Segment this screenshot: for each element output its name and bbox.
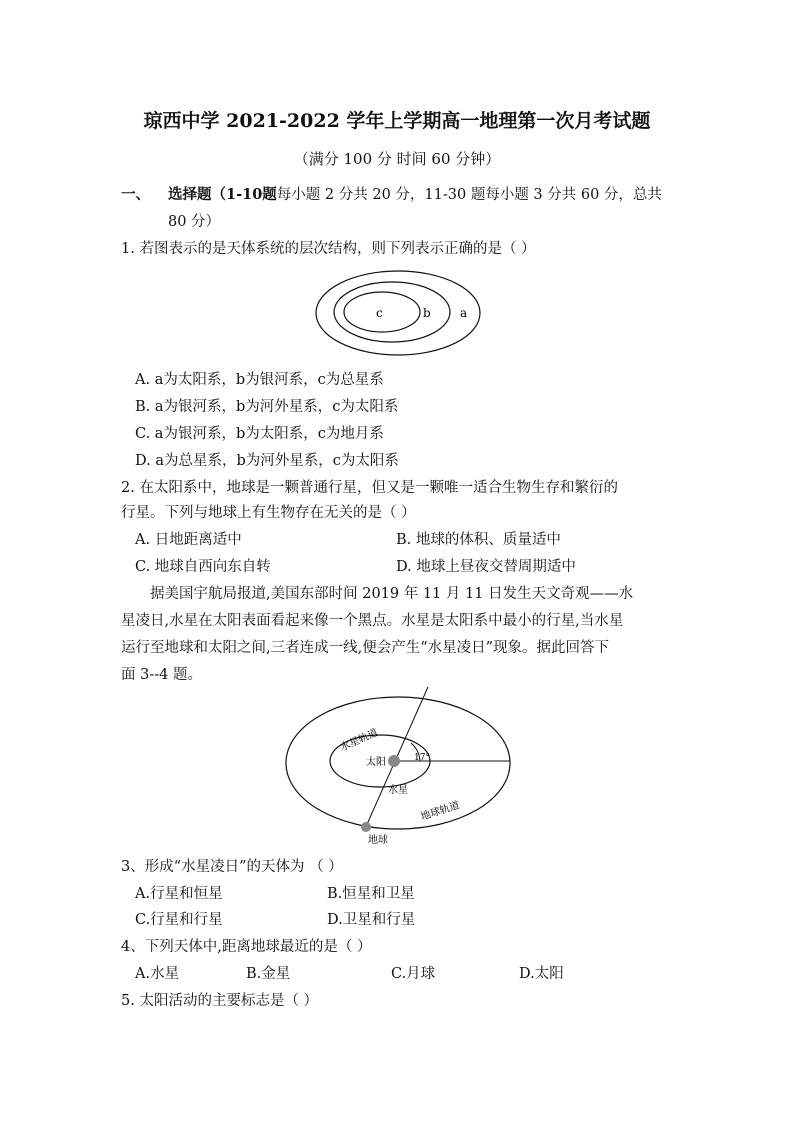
q3-option-a: A.行星和恒星	[135, 886, 223, 902]
section-heading-bold: 选择题（1-10题	[168, 186, 277, 203]
mercury-orbit-label: 水星轨道	[338, 727, 380, 754]
middle-ellipse-b	[334, 282, 450, 342]
q2-option-b: B. 地球的体积、质量适中	[396, 532, 561, 548]
q2-option-a: A. 日地距离适中	[135, 532, 242, 548]
mercury-label: 水星	[388, 785, 408, 796]
q2-option-d: D. 地球上昼夜交替周期适中	[396, 559, 576, 575]
section-heading	[168, 185, 662, 205]
celestial-hierarchy-figure	[312, 268, 488, 364]
q5-stem: 5. 太阳活动的主要标志是（ ）	[121, 993, 319, 1009]
q2-stem-line2: 行星。下列与地球上有生物存在无关的是（ ）	[121, 505, 416, 521]
q3-option-c: C.行星和行星	[135, 912, 223, 928]
q1-stem: 1. 若图表示的是天体系统的层次结构，则下列表示正确的是（ ）	[121, 241, 536, 257]
passage-line-1: 据美国宇航局报道,美国东部时间 2019 年 11 月 11 日发生天文奇观——水	[150, 586, 634, 602]
angle-label: 17°	[414, 753, 430, 763]
section-number: 一、	[121, 186, 150, 203]
earth-orbit-label: 地球轨道	[419, 800, 461, 823]
section-heading-rest: 每小题 2 分共 20 分，11-30 题每小题 3 分共 60 分，总共	[276, 187, 662, 203]
passage-line-3: 运行至地球和太阳之间,三者连成一线,便会产生“水星凌日”现象。据此回答下	[121, 640, 610, 656]
sun-dot	[388, 755, 400, 767]
page-title: 琼西中学 2021-2022 学年上学期高一地理第一次月考试题	[143, 110, 651, 132]
mercury-transit-figure	[280, 685, 520, 850]
passage-line-4: 面 3--4 题。	[121, 667, 202, 683]
q1-option-d: D. a为总星系，b为河外星系，c为太阳系	[135, 453, 399, 469]
q1-option-c: C. a为银河系，b为太阳系，c为地月系	[135, 426, 384, 442]
page-subtitle: （满分 100 分 时间 60 分钟）	[293, 150, 501, 168]
q2-stem-line1: 2. 在太阳系中，地球是一颗普通行星，但又是一颗唯一适合生物生存和繁衍的	[121, 480, 618, 496]
label-a: a	[460, 306, 468, 320]
q1-option-b: B. a为银河系，b为河外星系，c为太阳系	[135, 399, 399, 415]
label-c: c	[376, 306, 383, 320]
sun-label: 太阳	[366, 757, 386, 768]
q3-option-b: B.恒星和卫星	[327, 886, 415, 902]
label-b: b	[423, 306, 431, 320]
section-heading-line2: 80 分）	[168, 214, 221, 230]
q1-option-a: A. a为太阳系，b为银河系，c为总星系	[135, 372, 384, 388]
q2-option-c: C. 地球自西向东自转	[135, 559, 271, 575]
earth-dot	[361, 822, 371, 832]
q3-option-d: D.卫星和行星	[327, 912, 416, 928]
earth-label: 地球	[368, 835, 388, 846]
q4-option-a: A.水星	[135, 966, 180, 982]
passage-line-2: 星凌日,水星在太阳表面看起来像一个黑点。水星是太阳系中最小的行星,当水星	[121, 613, 624, 629]
q3-stem: 3、形成“水星凌日”的天体为 （ ）	[121, 859, 343, 875]
q4-option-d: D.太阳	[519, 966, 564, 982]
q4-option-c: C.月球	[391, 966, 436, 982]
q4-option-b: B.金星	[246, 966, 291, 982]
q4-stem: 4、下列天体中,距离地球最近的是（ ）	[121, 939, 372, 955]
